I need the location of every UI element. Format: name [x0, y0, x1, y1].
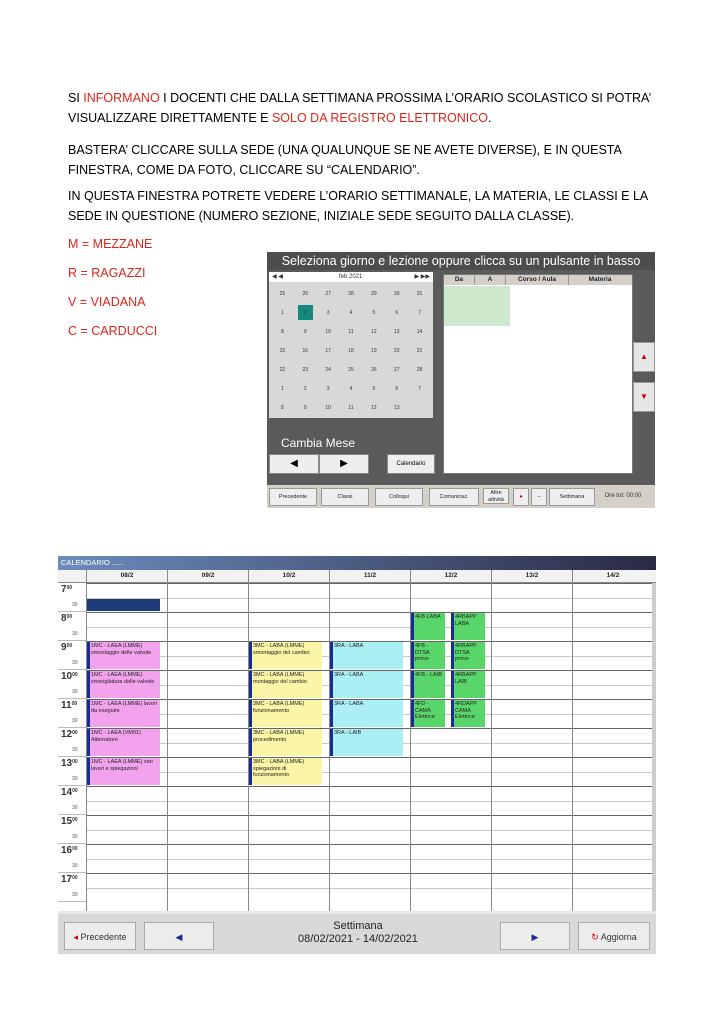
- info-paragraph: IN QUESTA FINESTRA POTRETE VEDERE L’ORARIO SETTIMANALE, LA MATERIA, LE CLASSI E LA SEDE IN QUESTIONE (NUMERO SEZIONE, INIZIALE SEDE SEGUITO DALLA CLASSE).: [68, 189, 648, 223]
- hour-value: 7: [61, 584, 67, 595]
- half-hour-gridline: [86, 859, 652, 860]
- calendar-day[interactable]: 28: [348, 290, 354, 297]
- hour-label: [58, 670, 86, 699]
- col-a: A: [475, 275, 506, 285]
- half-hour-label: 30: [72, 862, 78, 869]
- calendar-event[interactable]: 3MC - LABA (LMME) spiegazioni di funzionamento: [249, 758, 322, 785]
- calendar-day[interactable]: 14: [416, 328, 423, 335]
- precedente-button[interactable]: Precedente: [269, 488, 317, 506]
- hour-gridline: [86, 815, 652, 816]
- selected-lesson-row[interactable]: [444, 286, 510, 326]
- calendar-event[interactable]: 4FB - DTSA prove: [411, 642, 445, 669]
- calendar-day[interactable]: 16: [302, 347, 309, 354]
- legend-m: M = MEZZANE: [68, 237, 153, 251]
- calendar-day[interactable]: 6: [395, 385, 399, 392]
- hour-minutes: 00: [66, 614, 73, 620]
- calendar-day[interactable]: 2: [298, 305, 313, 320]
- half-hour-gridline: [86, 830, 652, 831]
- hour-minutes: 00: [72, 759, 78, 765]
- calendar-event[interactable]: 3MC - LABA (LMME) funzionamento: [249, 700, 322, 727]
- bottom-toolbar: [267, 485, 655, 508]
- day-header[interactable]: 11/2: [329, 570, 410, 582]
- calendar-day[interactable]: 4: [349, 385, 353, 392]
- calendar-event[interactable]: 4RBAPP DTSA prove: [451, 642, 485, 669]
- calendar-event[interactable]: 3RA - LABA: [330, 671, 403, 698]
- hour-gridline: [86, 583, 652, 584]
- hour-value: 15: [61, 816, 73, 827]
- hour-label: [58, 641, 86, 670]
- back-arrow-icon: ◂: [73, 932, 81, 942]
- hour-minutes: 00: [72, 730, 78, 736]
- hour-number: [61, 729, 78, 740]
- calendar-day[interactable]: 27: [393, 366, 400, 373]
- day-header[interactable]: 14/2: [572, 570, 653, 582]
- prev-month-button[interactable]: ◀: [269, 454, 319, 474]
- total-hours: Ore tot: 00:00: [604, 493, 642, 499]
- hour-value: 13: [61, 758, 73, 769]
- day-header[interactable]: 12/2: [410, 570, 491, 582]
- hour-minutes: 00: [72, 672, 78, 678]
- comunicazioni-button[interactable]: Comunicaz.: [429, 488, 479, 506]
- prev-week-button[interactable]: ◀: [144, 922, 214, 950]
- weekly-calendar-screenshot: [58, 556, 656, 954]
- day-divider: [167, 583, 168, 911]
- hour-number: [61, 700, 77, 711]
- calendar-event[interactable]: 3MC - LABA (LMME) procedimento: [249, 729, 322, 756]
- calendar-event[interactable]: 1MC - LAEA (LMME) smontaggio delle valvole: [87, 642, 160, 669]
- colloqui-button[interactable]: Colloqui: [375, 488, 423, 506]
- hour-label: [58, 873, 86, 902]
- hour-label: [58, 844, 86, 873]
- calendar-day[interactable]: 8: [281, 328, 284, 335]
- lessons-table-header: [444, 275, 632, 285]
- half-hour-gridline: [86, 598, 652, 599]
- calendar-day[interactable]: 10: [325, 404, 331, 411]
- day-divider: [491, 583, 492, 911]
- calendar-event[interactable]: 3MC - LABA (LMME) smontaggio del cambio: [249, 642, 322, 669]
- intro-paragraph: [68, 88, 668, 128]
- hour-gridline: [86, 873, 652, 874]
- hour-label: [58, 728, 86, 757]
- calendar-day[interactable]: 11: [348, 404, 354, 411]
- hour-minutes: 00: [71, 701, 78, 707]
- week-grid[interactable]: [58, 583, 652, 911]
- calendar-day[interactable]: 29: [371, 290, 377, 297]
- calendar-month-label: feb 2021: [339, 274, 363, 280]
- day-divider: [572, 583, 573, 911]
- week-label: Settimana: [333, 920, 383, 932]
- selection-header: Seleziona giorno e lezione oppure clicca su un pulsante in basso: [267, 252, 655, 270]
- calendar-prev-icon[interactable]: ◀ ◀: [272, 274, 283, 280]
- hour-number: [61, 874, 78, 885]
- calendar-day[interactable]: 21: [416, 347, 423, 354]
- day-header[interactable]: 08/2: [86, 570, 167, 582]
- calendar-day[interactable]: 31: [416, 290, 423, 297]
- calendar-day[interactable]: 19: [371, 347, 377, 354]
- calendar-event[interactable]: [87, 599, 160, 612]
- p1-a: SI: [68, 91, 84, 105]
- calendar-event[interactable]: 4RBAPP LAIB: [451, 671, 485, 698]
- p1-c: I DOCENTI CHE DALLA SETTIMANA PROSSIMA L’ORARIO SCOLASTICO SI POTRA’ VISUALIZZARE DIRETTAMENTE E: [68, 91, 651, 125]
- classi-button[interactable]: Classi: [321, 488, 369, 506]
- calendar-day[interactable]: 1: [281, 385, 284, 392]
- next-month-button[interactable]: ▶: [319, 454, 369, 474]
- hour-label: [58, 786, 86, 815]
- calendar-day[interactable]: 26: [302, 290, 309, 297]
- calendar-day[interactable]: 2: [303, 385, 307, 392]
- legend-r: R = RAGAZZI: [68, 266, 146, 280]
- precedente-label: Precedente: [80, 932, 127, 942]
- calendar-event[interactable]: 4FD - CAMA Elettrice: [411, 700, 445, 727]
- precedente-button-2[interactable]: [64, 922, 136, 950]
- vertical-scrollbar[interactable]: [652, 583, 656, 911]
- settimana-button[interactable]: Settimana: [549, 488, 595, 506]
- calendar-day[interactable]: 12: [371, 404, 377, 411]
- calendar-day[interactable]: 25: [348, 366, 354, 373]
- calendar-event[interactable]: 1MC - LAEA (VM01) Alternatore: [87, 729, 160, 756]
- calendar-day[interactable]: 7: [418, 309, 421, 316]
- half-hour-label: 30: [72, 688, 78, 695]
- calendar-day[interactable]: 15: [279, 347, 286, 354]
- calendar-day[interactable]: 13: [393, 328, 400, 335]
- aggiorna-button[interactable]: [578, 922, 650, 950]
- calendar-day[interactable]: 8: [281, 404, 284, 411]
- calendar-event[interactable]: 1MC - LAEA (LMME) smerigliatura delle valvole: [87, 671, 160, 698]
- hour-value: 12: [61, 729, 73, 740]
- month-calendar[interactable]: [269, 272, 433, 418]
- calendar-day[interactable]: 12: [371, 328, 377, 335]
- calendar-bottom-bar: [58, 914, 656, 954]
- half-hour-label: 30: [72, 659, 78, 666]
- day-headers: [58, 570, 656, 583]
- calendar-window-title: CALENDARIO ......: [58, 556, 656, 570]
- calendar-day[interactable]: 7: [418, 385, 421, 392]
- calendar-day[interactable]: 18: [348, 347, 354, 354]
- hour-number: [61, 816, 78, 827]
- hour-minutes: 00: [66, 643, 73, 649]
- half-hour-gridline: [86, 888, 652, 889]
- calendar-day[interactable]: 30: [393, 290, 400, 297]
- calendar-day[interactable]: 22: [279, 366, 286, 373]
- aggiorna-label: Aggiorna: [600, 932, 637, 942]
- refresh-icon: ↻: [591, 932, 601, 942]
- half-hour-label: 30: [72, 775, 78, 782]
- calendar-day[interactable]: 27: [325, 290, 331, 297]
- hour-value: 11: [61, 700, 72, 711]
- week-display: [258, 920, 458, 946]
- p1-registro: SOLO DA REGISTRO ELETTRONICO: [271, 111, 488, 125]
- calendar-event[interactable]: 1MC - LAEA (LMME) lavori da eseguire: [87, 700, 160, 727]
- hour-minutes: 00: [72, 817, 78, 823]
- calendar-event[interactable]: 4RBAPP LABA: [451, 613, 485, 640]
- change-month-label: Cambia Mese: [281, 436, 356, 450]
- calendar-day[interactable]: 25: [279, 290, 286, 297]
- hour-value: 10: [61, 671, 73, 682]
- half-hour-label: 30: [72, 601, 78, 608]
- half-hour-gridline: [86, 772, 652, 773]
- hour-value: 16: [61, 845, 73, 856]
- calendario-button[interactable]: Calendario: [387, 454, 435, 474]
- hour-gridline: [86, 612, 652, 613]
- week-range: 08/02/2021 - 14/02/2021: [298, 933, 418, 945]
- calendar-event[interactable]: 4RDAPP CAMA Elettrice: [451, 700, 485, 727]
- red-dot-icon[interactable]: ●: [513, 488, 529, 506]
- calendar-day[interactable]: 5: [372, 309, 376, 316]
- hour-number: [61, 758, 78, 769]
- calendar-event[interactable]: 3RA - LABA: [330, 700, 403, 727]
- hour-label: [58, 815, 86, 844]
- calendar-day[interactable]: 13: [393, 404, 400, 411]
- calendar-day[interactable]: 4: [349, 309, 353, 316]
- calendar-event[interactable]: 4FB LABA: [411, 613, 445, 640]
- hour-minutes: 00: [72, 846, 78, 852]
- half-hour-label: 30: [72, 891, 78, 898]
- half-hour-label: 30: [72, 804, 78, 811]
- calendar-day[interactable]: 10: [325, 328, 331, 335]
- calendar-event[interactable]: 3MC - LABA (LMME) montaggio del cambio: [249, 671, 322, 698]
- hour-label: [58, 699, 86, 728]
- hour-value: 9: [61, 642, 67, 653]
- hour-gridline: [86, 757, 652, 758]
- calendar-day[interactable]: 11: [348, 328, 354, 335]
- calendar-day[interactable]: 6: [395, 309, 399, 316]
- hour-minutes: 00: [66, 585, 73, 591]
- calendar-next-icon[interactable]: ▶ ▶▶: [414, 274, 430, 280]
- col-da: Da: [444, 275, 475, 285]
- p1-e: .: [487, 111, 492, 125]
- hour-number: [61, 584, 72, 595]
- day-header[interactable]: 13/2: [491, 570, 572, 582]
- altre-attivita-button[interactable]: Altre attività: [483, 488, 509, 504]
- hour-value: 14: [61, 787, 73, 798]
- calendar-day[interactable]: 26: [371, 366, 377, 373]
- hour-number: [61, 613, 72, 624]
- legend-c: C = CARDUCCI: [68, 324, 158, 338]
- scroll-up-button[interactable]: ▲: [633, 342, 655, 372]
- calendar-day[interactable]: 3: [326, 385, 330, 392]
- hour-label: [58, 757, 86, 786]
- scroll-down-button[interactable]: ▼: [633, 382, 655, 412]
- half-hour-gridline: [86, 627, 652, 628]
- hour-number: [61, 787, 78, 798]
- p1-informano: INFORMANO: [83, 91, 160, 105]
- day-header[interactable]: 09/2: [167, 570, 248, 582]
- lesson-selection-screenshot: [267, 252, 655, 508]
- calendar-day[interactable]: 3: [326, 309, 330, 316]
- day-header-corner: [58, 570, 86, 582]
- next-week-button[interactable]: ▶: [500, 922, 570, 950]
- hour-gridline: [86, 786, 652, 787]
- calendar-days-grid[interactable]: [269, 282, 433, 417]
- col-materia: Materia: [588, 276, 612, 283]
- hour-number: [61, 642, 72, 653]
- calendar-event[interactable]: 3RA - LAIB: [330, 729, 403, 756]
- half-hour-gridline: [86, 801, 652, 802]
- calendar-day[interactable]: 1: [281, 309, 284, 316]
- hour-gridline: [86, 844, 652, 845]
- hour-value: 17: [61, 874, 73, 885]
- calendar-month-bar: [269, 272, 433, 282]
- col-corso-aula: Corso / Aula: [506, 275, 569, 285]
- half-hour-label: 30: [72, 833, 78, 840]
- hour-minutes: 00: [72, 875, 78, 881]
- day-header[interactable]: 10/2: [248, 570, 329, 582]
- calendar-day[interactable]: 9: [303, 404, 307, 411]
- hour-label: [58, 583, 86, 612]
- calendar-day[interactable]: 24: [325, 366, 331, 373]
- dash-icon[interactable]: –: [531, 488, 547, 506]
- instruction-paragraph: BASTERA’ CLICCARE SULLA SEDE (UNA QUALUNQUE SE NE AVETE DIVERSE), E IN QUESTA FINESTRA, COME DA FOTO, CLICCARE SU “CALENDARIO”.: [68, 143, 622, 177]
- hour-label: [58, 612, 86, 641]
- hour-minutes: 00: [72, 788, 78, 794]
- hour-value: 8: [61, 613, 67, 624]
- hour-number: [61, 671, 78, 682]
- lessons-table[interactable]: [443, 274, 633, 474]
- legend-v: V = VIADANA: [68, 295, 146, 309]
- calendar-day[interactable]: 28: [416, 366, 423, 373]
- calendar-event[interactable]: 4FB - LAIB: [411, 671, 445, 698]
- calendar-day[interactable]: 9: [303, 328, 307, 335]
- calendar-day[interactable]: 20: [393, 347, 400, 354]
- calendar-day[interactable]: 23: [302, 366, 309, 373]
- calendar-day[interactable]: 17: [325, 347, 331, 354]
- half-hour-label: 30: [72, 746, 78, 753]
- half-hour-label: 30: [72, 717, 78, 724]
- calendar-day[interactable]: 5: [372, 385, 376, 392]
- hour-number: [61, 845, 78, 856]
- calendar-event[interactable]: 3RA - LABA: [330, 642, 403, 669]
- calendar-event[interactable]: 1MC - LAEA (LMME) vari lavori e spiegazioni: [87, 758, 160, 785]
- half-hour-label: 30: [72, 630, 78, 637]
